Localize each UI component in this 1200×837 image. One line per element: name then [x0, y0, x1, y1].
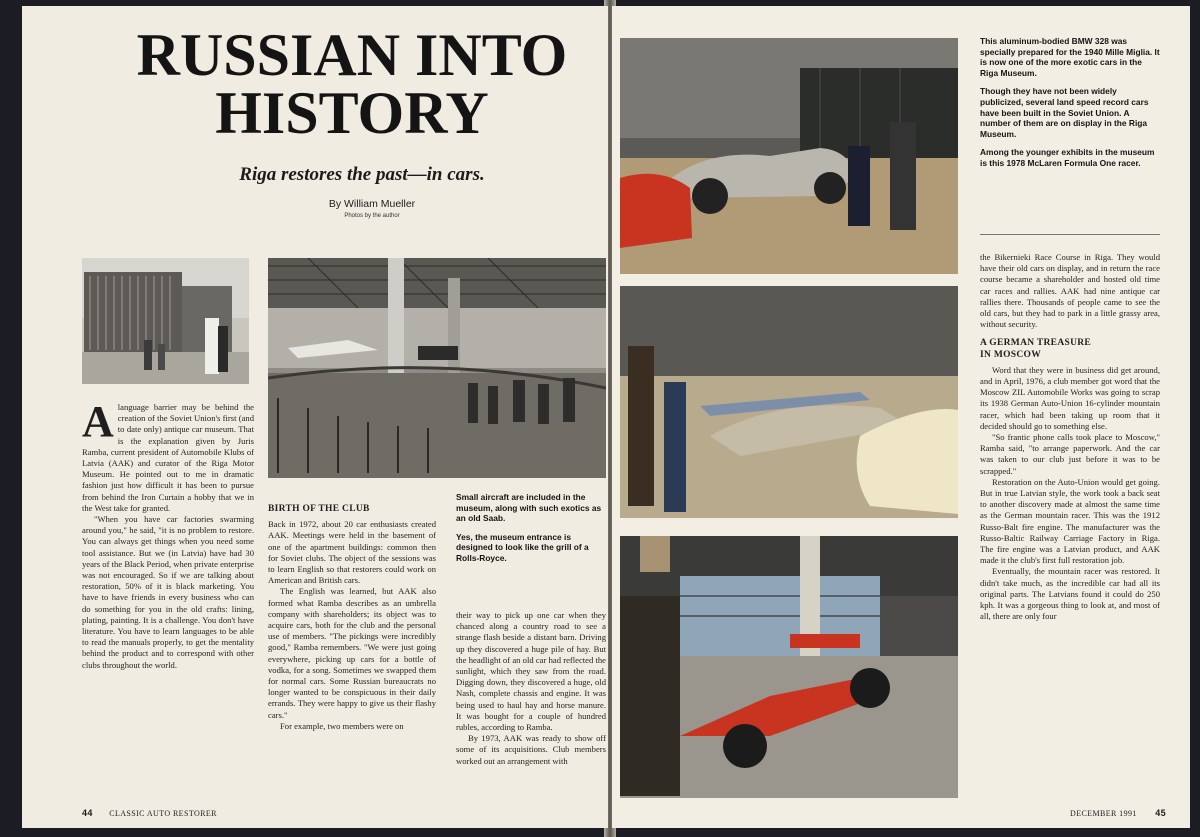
right-page-number: 45 — [1155, 808, 1166, 818]
caption-land-speed-cars: Though they have not been widely publicized, several land speed record cars have been built in the Soviet Union. A number of them are on display in the Riga Museum. — [980, 86, 1149, 139]
caption-museum-entrance: Yes, the museum entrance is designed to look like the grill of a Rolls-Royce. — [456, 531, 589, 563]
caption-mclaren: Among the younger exhibits in the museum is this 1978 McLaren Formula One racer. — [980, 147, 1155, 168]
column-2-paragraph-3: For example, two members were on — [280, 720, 404, 731]
title-line-2: HISTORY — [215, 80, 489, 146]
issue-date: DECEMBER 1991 — [1070, 809, 1137, 818]
article-subtitle: Riga restores the past—in cars. — [239, 164, 485, 185]
column-3 — [456, 610, 606, 767]
right-column-intro: the Bikernieki Race Course in Riga. They would have their old cars on display, and in return the race course became a shareholder and hosted old time car races and rallies. AAK had nine antique car rallies there. Thousands of people came to see the old cars, but they had to park in a little grassy area, without security. — [980, 252, 1160, 330]
right-column-paragraph-1: Word that they were in business did get around, and in April, 1976, a club member got word that the Moscow ZIL Automobile Works was going to scrap its 1938 German Auto-Union 16-cylinder mountain racer, which had been taking up room that it decided should go to something else. — [980, 364, 1160, 431]
column-2 — [268, 504, 436, 732]
column-1-paragraph-1: language barrier may be behind the creation of the Soviet Union's first (and to date only) antique car museum. That is the explanation given by Juris Ramba, current president of Automobile Klubs of Latvia (AAK) and curator of the Riga Motor Museum. He pointed out to me in dramatic fashion just how difficult it has been to pursue from behind the Iron Curtain a hobby that we in the West take for granted. — [82, 402, 254, 513]
drop-cap: A — [82, 397, 114, 446]
bmw-328-illustration — [620, 38, 958, 274]
museum-hall-illustration — [268, 258, 606, 478]
section-heading-german-treasure — [980, 338, 1160, 360]
land-speed-record-illustration — [620, 286, 958, 518]
right-column-paragraph-3: Restoration on the Auto-Union would get going. But in true Latvian style, the work took a back seat to another discovery made at almost the same time as the German mountain racer. This was the 1912 Russo-Balt fire engine. The manufacturer was the Russo-Baltic Railway Carriage Factory in Riga. The fire engine was a Latvian product, and AAK made it the club's first full restoration job. — [980, 476, 1160, 566]
column-3-paragraph-1: their way to pick up one car when they chanced along a country road to see a strange flash beside a distant barn. Driving up they discovered a huge pile of hay. But the headlight of an old car had reflected the sunlight, which they saw from the road. Digging down, they discovered a huge, old Nash, complete chassis and engine. It was being used to haul hay and horse manure. It was bought for a couple of hundred rubles, according to Ramba. — [456, 610, 606, 733]
column-3-paragraph-2: By 1973, AAK was ready to show off some of its acquisitions. Club members worked out an arrangement with — [456, 733, 606, 766]
left-photo-captions — [456, 492, 606, 572]
museum-entrance-illustration — [82, 258, 249, 384]
column-2-paragraph-2: The English was learned, but AAK also formed what Ramba describes as an umbrella company with shareholders; its object was to acquire cars, both for the club and the personal use of members. "The pickings were incredibly good," Ramba remembers. "We were just going everywhere, picking up cars for a bottle of vodka, for a song. Sometimes we swapped them for normal cars. Some Russian bureaucrats no longer wanted to be conspicuous in their daily errands. They were happy to give us their flashy cars." — [268, 586, 436, 720]
title-line-1: RUSSIAN INTO — [136, 22, 568, 88]
right-column-paragraph-2: "So frantic phone calls took place to Moscow," Ramba said, "to arrange paperwork. And the car was taken to our club just before it was to be scrapped." — [980, 432, 1160, 476]
mclaren-illustration — [620, 536, 958, 798]
section-heading-birth-of-club: BIRTH OF THE CLUB — [268, 504, 370, 514]
right-column-paragraph-4: Eventually, the mountain racer was restored. It didn't take much, as the incredible car had all its original parts. The Latvians found it could do 250 kph. It was a gorgeous thing to look at, and most of all, there are only four — [980, 566, 1160, 622]
heading-line-1: A GERMAN TREASURE — [980, 338, 1092, 349]
left-page — [22, 6, 608, 828]
heading-line-2: IN MOSCOW — [980, 349, 1042, 360]
right-footer — [1070, 808, 1166, 818]
column-1 — [82, 397, 254, 671]
land-speed-record-cars-photo — [620, 286, 958, 518]
bmw-328-photo — [620, 38, 958, 274]
left-footer — [82, 808, 217, 818]
museum-hall-photo — [268, 258, 606, 478]
caption-bmw-328: This aluminum-bodied BMW 328 was specially prepared for the 1940 Mille Miglia. It is now one of the more exotic cars in the Riga Museum. — [980, 36, 1160, 78]
right-photo-captions — [980, 36, 1160, 177]
museum-entrance-photo — [82, 258, 249, 384]
byline: By William Mueller — [328, 198, 416, 210]
magazine-name: CLASSIC AUTO RESTORER — [109, 809, 217, 818]
right-column — [980, 252, 1160, 623]
column-1-paragraph-2: "When you have car factories swarming around you," he said, "it is no problem to restore. You can always get things when you need some tool assistance. But we (in Latvia) have had 30 years of the Black Period, when private enterprise was not encouraged. So if we are talking about restoration, 50% of it is black marketing. You have to have friends in every business who can do something for you in the old crafts: lining, plating, painting. It is a challenge. You don't have literature. You have to learn languages to be able to read the manuals properly, to get the mentality behind the product and to correspond with other clubs throughout the world. — [82, 514, 254, 670]
article-title — [102, 22, 602, 146]
right-page — [612, 6, 1190, 828]
mclaren-f1-photo — [620, 536, 958, 798]
column-2-paragraph-1: Back in 1972, about 20 car enthusiasts created AAK. Meetings were held in the basement of one of the apartment buildings: common then for Soviet clubs. The object of the sessions was to learn English so that restorers could work on American and British cars. — [268, 519, 436, 586]
caption-small-aircraft: Small aircraft are included in the museum, along with such exotics as an old Saab. — [456, 492, 602, 524]
photo-credit: Photos by the author — [344, 213, 400, 219]
caption-rule — [980, 234, 1160, 235]
left-page-number: 44 — [82, 808, 93, 818]
